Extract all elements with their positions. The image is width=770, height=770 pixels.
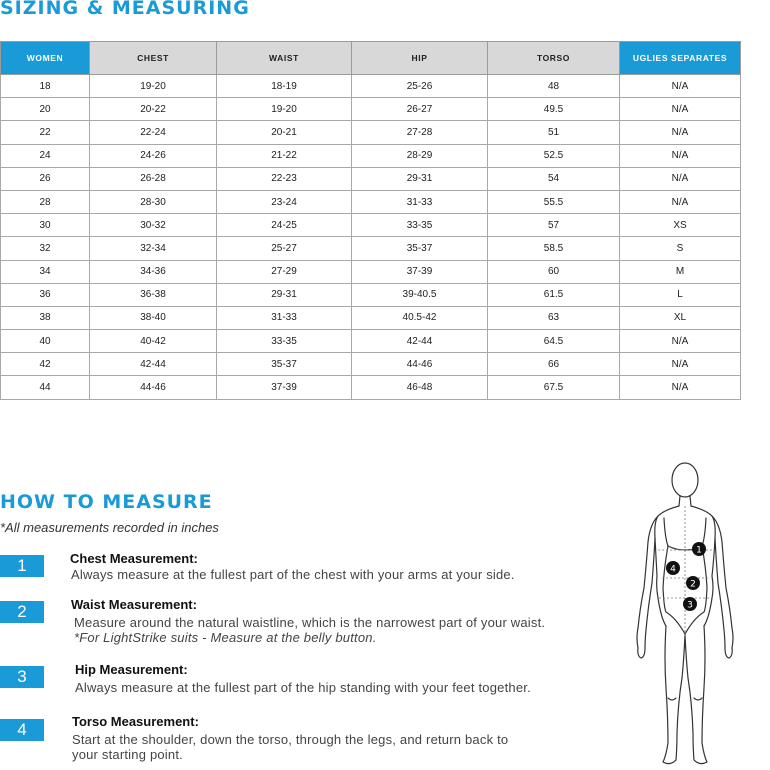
hip-cell: 35-37 [352, 237, 488, 260]
waist-cell: 31-33 [217, 306, 352, 329]
svg-text:4: 4 [670, 564, 676, 575]
header-waist: WAIST [217, 42, 352, 75]
torso-cell: 61.5 [488, 283, 620, 306]
chest-cell: 44-46 [90, 376, 217, 399]
women-size-cell: 22 [1, 121, 90, 144]
uglies-separates-cell: N/A [620, 121, 741, 144]
hip-cell: 27-28 [352, 121, 488, 144]
svg-text:1: 1 [696, 545, 702, 556]
header-chest: CHEST [90, 42, 217, 75]
hip-cell: 40.5-42 [352, 306, 488, 329]
waist-cell: 20-21 [217, 121, 352, 144]
hip-measurement-desc: Always measure at the fullest part of the hip standing with your feet together. [75, 680, 531, 695]
hip-cell: 29-31 [352, 167, 488, 190]
chest-cell: 38-40 [90, 306, 217, 329]
torso-cell: 63 [488, 306, 620, 329]
step-1-number: 1 [0, 555, 44, 577]
uglies-separates-cell: N/A [620, 75, 741, 98]
size-chart-table [0, 41, 741, 400]
women-size-cell: 38 [1, 306, 90, 329]
table-row [1, 144, 741, 167]
torso-measurement-title: Torso Measurement: [72, 714, 199, 729]
page-title: SIZING & MEASURING [0, 0, 250, 19]
chest-cell: 20-22 [90, 98, 217, 121]
chest-cell: 19-20 [90, 75, 217, 98]
table-row [1, 75, 741, 98]
chest-cell: 40-42 [90, 330, 217, 353]
torso-cell: 67.5 [488, 376, 620, 399]
how-to-measure-title: HOW TO MEASURE [0, 491, 213, 513]
step-2-number: 2 [0, 601, 44, 623]
torso-cell: 52.5 [488, 144, 620, 167]
uglies-separates-cell: N/A [620, 376, 741, 399]
table-row [1, 121, 741, 144]
waist-measurement-title: Waist Measurement: [71, 597, 197, 612]
hip-cell: 25-26 [352, 75, 488, 98]
header-uglies-separates: UGLIES SEPARATES [620, 42, 741, 75]
uglies-separates-cell: N/A [620, 353, 741, 376]
torso-cell: 60 [488, 260, 620, 283]
waist-cell: 21-22 [217, 144, 352, 167]
uglies-separates-cell: N/A [620, 98, 741, 121]
hip-cell: 39-40.5 [352, 283, 488, 306]
header-hip: HIP [352, 42, 488, 75]
waist-cell: 35-37 [217, 353, 352, 376]
table-row [1, 214, 741, 237]
waist-cell: 22-23 [217, 167, 352, 190]
waist-cell: 27-29 [217, 260, 352, 283]
chest-cell: 22-24 [90, 121, 217, 144]
waist-cell: 19-20 [217, 98, 352, 121]
svg-text:2: 2 [690, 579, 696, 590]
table-row [1, 353, 741, 376]
uglies-separates-cell: XS [620, 214, 741, 237]
uglies-separates-cell: N/A [620, 167, 741, 190]
torso-cell: 64.5 [488, 330, 620, 353]
torso-measurement-desc: Start at the shoulder, down the torso, through the legs, and return back to [72, 732, 509, 747]
table-header-row [1, 42, 741, 75]
hip-cell: 46-48 [352, 376, 488, 399]
table-row [1, 376, 741, 399]
chest-cell: 36-38 [90, 283, 217, 306]
marker-3 [683, 597, 697, 611]
women-size-cell: 32 [1, 237, 90, 260]
chest-cell: 42-44 [90, 353, 217, 376]
chest-measurement-desc: Always measure at the fullest part of the chest with your arms at your side. [71, 567, 515, 582]
uglies-separates-cell: S [620, 237, 741, 260]
header-women: WOMEN [1, 42, 90, 75]
waist-cell: 24-25 [217, 214, 352, 237]
table-row [1, 306, 741, 329]
marker-2 [686, 576, 700, 590]
waist-cell: 29-31 [217, 283, 352, 306]
hip-cell: 26-27 [352, 98, 488, 121]
hip-cell: 33-35 [352, 214, 488, 237]
chest-cell: 32-34 [90, 237, 217, 260]
women-size-cell: 20 [1, 98, 90, 121]
inches-note: *All measurements recorded in inches [0, 520, 219, 535]
women-size-cell: 36 [1, 283, 90, 306]
waist-cell: 18-19 [217, 75, 352, 98]
uglies-separates-cell: N/A [620, 144, 741, 167]
hip-cell: 44-46 [352, 353, 488, 376]
step-3-number: 3 [0, 666, 44, 688]
table-row [1, 330, 741, 353]
step-4-number: 4 [0, 719, 44, 741]
chest-cell: 30-32 [90, 214, 217, 237]
torso-cell: 54 [488, 167, 620, 190]
torso-cell: 48 [488, 75, 620, 98]
uglies-separates-cell: N/A [620, 330, 741, 353]
chest-cell: 28-30 [90, 190, 217, 213]
waist-measurement-desc: Measure around the natural waistline, which is the narrowest part of your waist. [74, 615, 546, 630]
waist-cell: 37-39 [217, 376, 352, 399]
torso-cell: 55.5 [488, 190, 620, 213]
women-size-cell: 40 [1, 330, 90, 353]
torso-measurement-desc-line2: your starting point. [72, 747, 183, 762]
torso-cell: 51 [488, 121, 620, 144]
uglies-separates-cell: XL [620, 306, 741, 329]
hip-cell: 31-33 [352, 190, 488, 213]
chest-measurement-title: Chest Measurement: [70, 551, 198, 566]
women-size-cell: 28 [1, 190, 90, 213]
uglies-separates-cell: L [620, 283, 741, 306]
women-size-cell: 18 [1, 75, 90, 98]
table-row [1, 98, 741, 121]
hip-cell: 42-44 [352, 330, 488, 353]
torso-cell: 66 [488, 353, 620, 376]
table-row [1, 283, 741, 306]
chest-cell: 34-36 [90, 260, 217, 283]
waist-cell: 33-35 [217, 330, 352, 353]
women-size-cell: 44 [1, 376, 90, 399]
table-row [1, 167, 741, 190]
svg-text:3: 3 [687, 600, 693, 611]
chest-cell: 24-26 [90, 144, 217, 167]
torso-cell: 49.5 [488, 98, 620, 121]
body-figure-illustration [628, 458, 754, 770]
table-row [1, 190, 741, 213]
table-row [1, 260, 741, 283]
uglies-separates-cell: M [620, 260, 741, 283]
waist-cell: 23-24 [217, 190, 352, 213]
women-size-cell: 42 [1, 353, 90, 376]
women-size-cell: 24 [1, 144, 90, 167]
women-size-cell: 26 [1, 167, 90, 190]
waist-cell: 25-27 [217, 237, 352, 260]
torso-cell: 57 [488, 214, 620, 237]
uglies-separates-cell: N/A [620, 190, 741, 213]
chest-cell: 26-28 [90, 167, 217, 190]
women-size-cell: 30 [1, 214, 90, 237]
torso-cell: 58.5 [488, 237, 620, 260]
hip-measurement-title: Hip Measurement: [75, 662, 188, 677]
hip-cell: 28-29 [352, 144, 488, 167]
lightstrike-note: *For LightStrike suits - Measure at the belly button. [74, 630, 377, 645]
hip-cell: 37-39 [352, 260, 488, 283]
header-torso: TORSO [488, 42, 620, 75]
women-size-cell: 34 [1, 260, 90, 283]
marker-1 [692, 542, 706, 556]
marker-4 [666, 561, 680, 575]
table-row [1, 237, 741, 260]
